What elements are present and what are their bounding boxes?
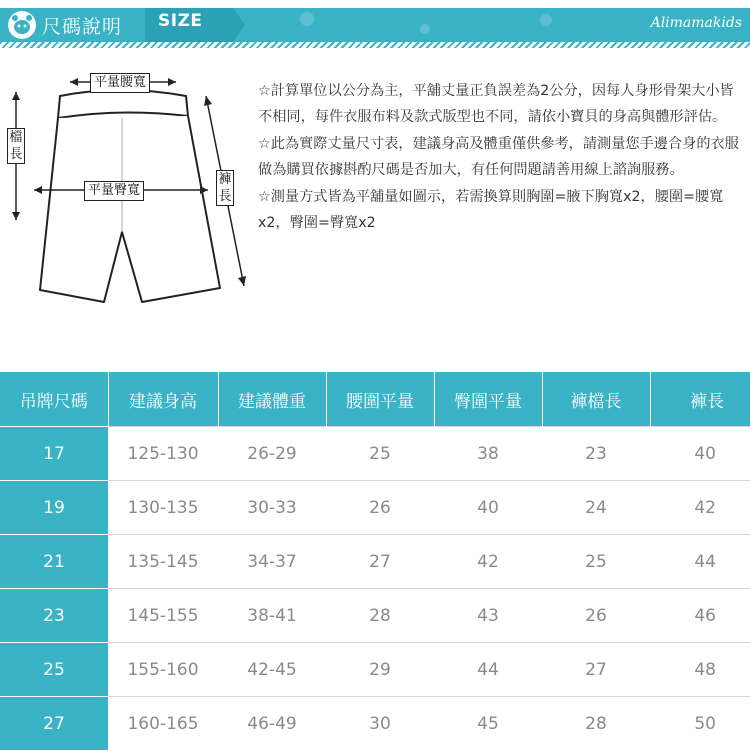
sheep-logo-icon <box>6 10 38 40</box>
cell-hip: 43 <box>434 589 542 643</box>
page-title: 尺碼說明 <box>42 16 123 38</box>
cell-length: 40 <box>650 427 750 481</box>
cell-weight: 38-41 <box>218 589 326 643</box>
cell-hip: 45 <box>434 697 542 750</box>
table-row <box>0 427 750 481</box>
table-row <box>0 697 750 750</box>
cell-size: 25 <box>0 643 108 697</box>
cell-size: 23 <box>0 589 108 643</box>
cell-height: 130-135 <box>108 481 218 535</box>
page-header <box>0 0 750 48</box>
cell-rise: 27 <box>542 643 650 697</box>
page-title-en: SIZE <box>158 11 203 31</box>
size-notes <box>258 78 746 236</box>
table-header-row <box>0 372 750 427</box>
cell-height: 160-165 <box>108 697 218 750</box>
cell-height: 135-145 <box>108 535 218 589</box>
header-weight: 建議體重 <box>218 372 326 427</box>
rise-label: 檔長 <box>7 128 25 164</box>
cell-waist: 29 <box>326 643 434 697</box>
cell-length: 50 <box>650 697 750 750</box>
cell-rise: 28 <box>542 697 650 750</box>
cell-waist: 27 <box>326 535 434 589</box>
cell-waist: 26 <box>326 481 434 535</box>
table-row <box>0 643 750 697</box>
cell-length: 48 <box>650 643 750 697</box>
hip-label: 平量臀寬 <box>84 181 144 201</box>
waist-label: 平量腰寬 <box>90 73 150 93</box>
cell-size: 27 <box>0 697 108 750</box>
cell-length: 46 <box>650 589 750 643</box>
note-paragraph: ☆計算單位以公分為主，平舖丈量正負誤差為2公分，因每人身形骨架大小皆不相同，每件衣服布料及款式版型也不同，請依小寶貝的身高與體形評估。 <box>258 83 734 126</box>
cell-size: 19 <box>0 481 108 535</box>
cell-waist: 25 <box>326 427 434 481</box>
table-row <box>0 589 750 643</box>
cell-length: 44 <box>650 535 750 589</box>
table-row <box>0 535 750 589</box>
cell-rise: 26 <box>542 589 650 643</box>
header-tag-size: 吊牌尺碼 <box>0 372 108 427</box>
decor-dot <box>540 14 552 26</box>
cell-waist: 28 <box>326 589 434 643</box>
cell-size: 17 <box>0 427 108 481</box>
cell-weight: 42-45 <box>218 643 326 697</box>
header-rise: 褲檔長 <box>542 372 650 427</box>
cell-hip: 44 <box>434 643 542 697</box>
cell-weight: 30-33 <box>218 481 326 535</box>
header-stripe <box>0 42 750 48</box>
note-paragraph: ☆此為實際丈量尺寸表，建議身高及體重僅供參考，請測量您手邊合身的衣服做為購買依據斟酌尺碼是否加大，有任何問題請善用線上諮詢服務。 <box>258 135 739 179</box>
cell-rise: 25 <box>542 535 650 589</box>
cell-waist: 30 <box>326 697 434 750</box>
header-length: 褲長 <box>650 372 750 427</box>
decor-dot <box>420 24 430 34</box>
table-row <box>0 481 750 535</box>
cell-hip: 38 <box>434 427 542 481</box>
header-waist: 腰圍平量 <box>326 372 434 427</box>
decor-dot <box>300 12 314 26</box>
cell-height: 125-130 <box>108 427 218 481</box>
length-label: 褲長 <box>216 170 234 206</box>
cell-rise: 24 <box>542 481 650 535</box>
cell-hip: 42 <box>434 535 542 589</box>
cell-size: 21 <box>0 535 108 589</box>
size-table <box>0 372 750 750</box>
header-hip: 臀圍平量 <box>434 372 542 427</box>
note-paragraph: ☆測量方式皆為平舖量如圖示，若需換算則胸圍=腋下胸寬x2，腰圍=腰寬x2，臀圍=臀寬x2 <box>258 188 724 232</box>
cell-weight: 26-29 <box>218 427 326 481</box>
cell-height: 145-155 <box>108 589 218 643</box>
cell-weight: 46-49 <box>218 697 326 750</box>
cell-length: 42 <box>650 481 750 535</box>
cell-hip: 40 <box>434 481 542 535</box>
cell-weight: 34-37 <box>218 535 326 589</box>
header-height: 建議身高 <box>108 372 218 427</box>
measurement-diagram <box>0 62 252 312</box>
brand-logo: Alimamakids <box>650 15 742 31</box>
cell-height: 155-160 <box>108 643 218 697</box>
cell-rise: 23 <box>542 427 650 481</box>
